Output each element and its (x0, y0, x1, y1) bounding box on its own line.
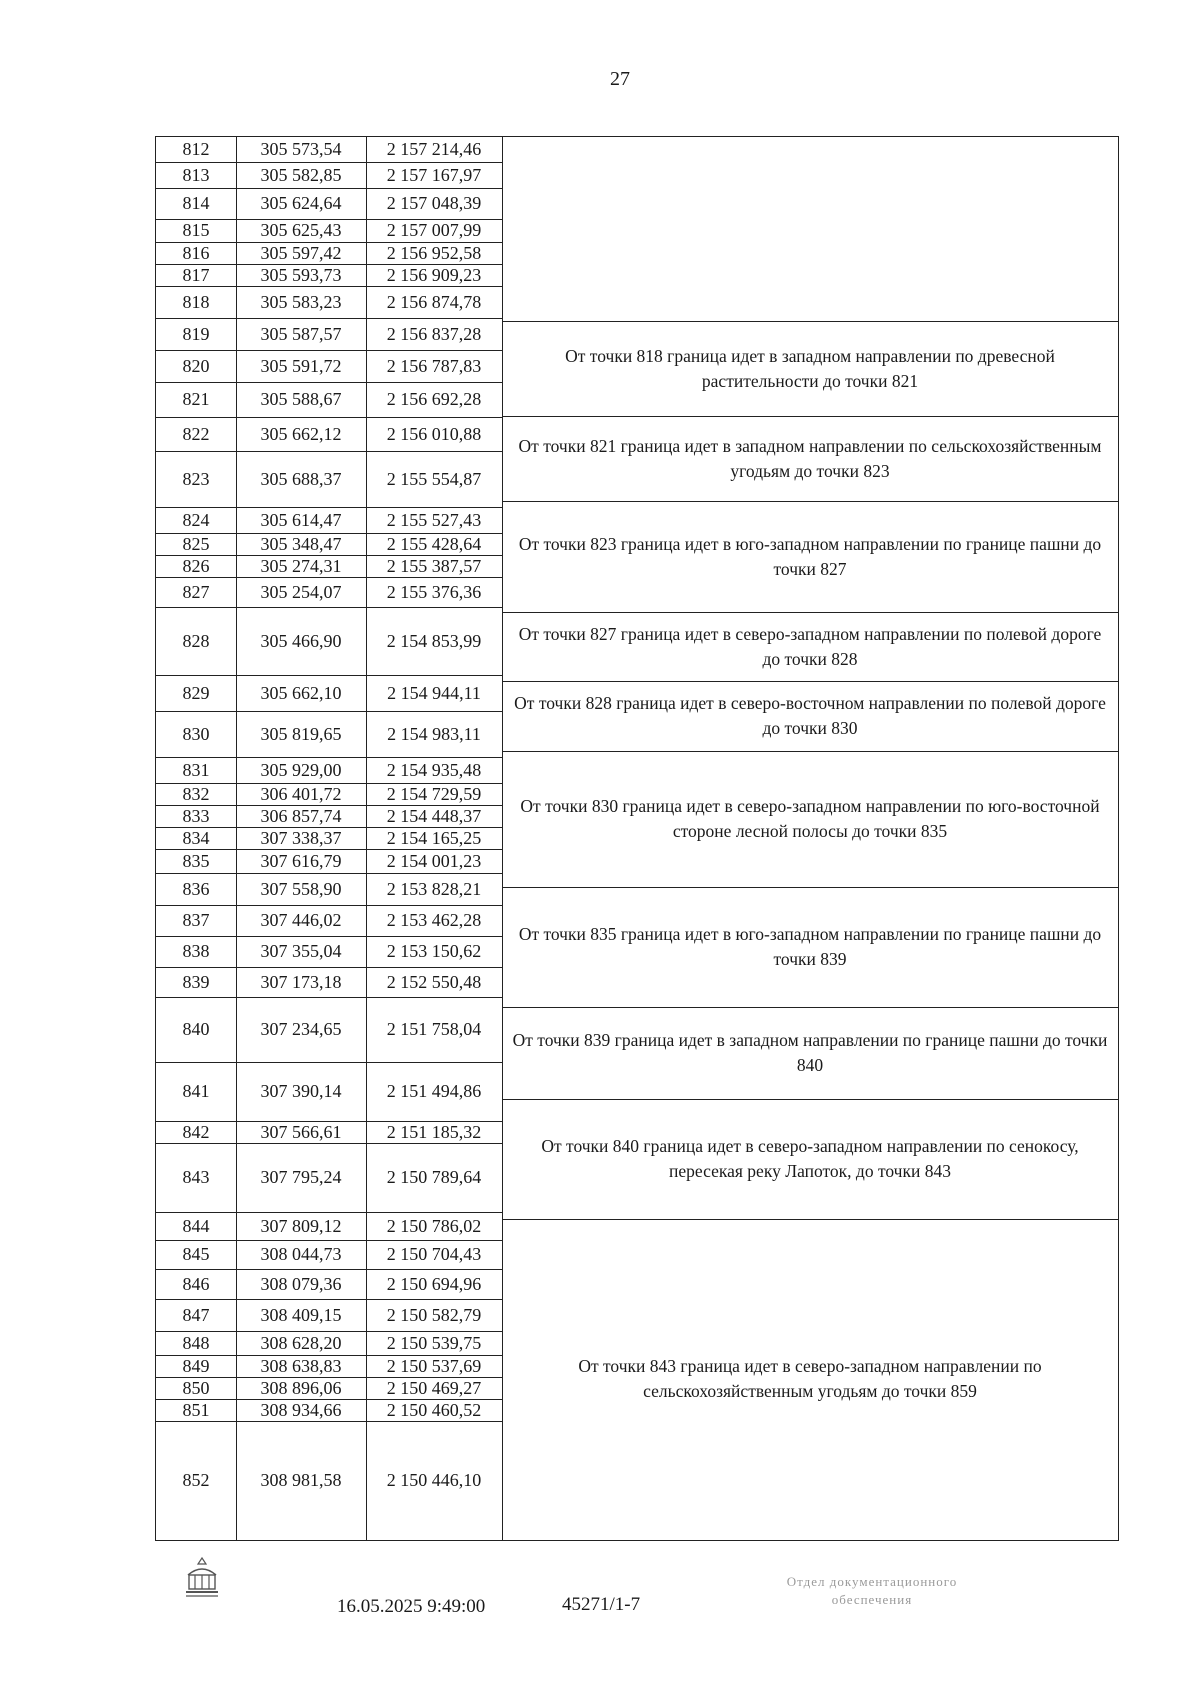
point-number-cell: 852 (182, 1469, 210, 1490)
y-coordinate-cell: 2 150 446,10 (386, 1469, 482, 1490)
y-coordinate-cell: 2 155 428,64 (386, 533, 482, 554)
point-number-cell: 843 (182, 1167, 210, 1187)
x-coordinate-cell: 308 896,06 (260, 1377, 342, 1398)
boundary-description: От точки 827 граница идет в северо-западном направлении по полевой дороге до точки 828 (518, 623, 1102, 669)
x-coordinate-cell: 305 614,47 (260, 509, 342, 530)
y-coordinate-cell: 2 154 853,99 (386, 630, 482, 651)
point-number-cell: 815 (182, 220, 210, 240)
point-number-cell: 835 (182, 850, 210, 871)
boundary-description: От точки 839 граница идет в западном направлении по границе пашни до точки 840 (512, 1030, 1108, 1075)
x-coordinate-cell: 308 934,66 (260, 1399, 342, 1420)
y-coordinate-cell: 2 156 787,83 (386, 355, 482, 376)
y-coordinate-cell: 2 150 469,27 (386, 1377, 482, 1398)
boundary-description: От точки 828 граница идет в северо-восточном направлении по полевой дороге до точки 830 (514, 693, 1106, 738)
x-coordinate-cell: 307 809,12 (260, 1215, 342, 1236)
stamp-line-2: обеспечения (831, 1592, 913, 1607)
x-coordinate-cell: 308 079,36 (260, 1273, 342, 1294)
y-coordinate-cell: 2 155 527,43 (386, 509, 482, 530)
coordinates-table (155, 136, 1119, 1541)
x-coordinate-cell: 307 566,61 (260, 1121, 342, 1142)
point-number-cell: 828 (182, 630, 210, 651)
x-coordinate-cell: 305 582,85 (260, 164, 342, 185)
boundary-description: От точки 840 граница идет в северо-западном направлении по сенокосу, пересекая реку Лапоток, до точки 843 (541, 1136, 1079, 1181)
point-number-cell: 823 (182, 468, 210, 489)
x-coordinate-cell: 307 234,65 (260, 1019, 342, 1039)
y-coordinate-cell: 2 150 704,43 (386, 1244, 482, 1264)
y-coordinate-cell: 2 155 376,36 (386, 581, 482, 602)
x-coordinate-cell: 305 593,73 (260, 264, 342, 285)
x-coordinate-cell: 305 573,54 (260, 139, 342, 159)
point-number-cell: 824 (182, 509, 210, 530)
boundary-description: От точки 843 граница идет в северо-западном направлении по сельскохозяйственным угодьям до точки 859 (578, 1356, 1042, 1401)
point-number-cell: 847 (182, 1304, 210, 1325)
emblem-logo-icon (182, 1555, 222, 1599)
y-coordinate-cell: 2 154 729,59 (386, 783, 482, 804)
x-coordinate-cell: 307 558,90 (260, 878, 342, 899)
x-coordinate-cell: 305 588,67 (260, 389, 342, 409)
x-coordinate-cell: 307 795,24 (260, 1167, 342, 1187)
y-coordinate-cell: 2 154 935,48 (386, 759, 482, 780)
y-coordinate-cell: 2 156 874,78 (386, 291, 482, 312)
y-coordinate-cell: 2 150 694,96 (386, 1273, 482, 1294)
point-number-cell: 819 (182, 323, 210, 344)
x-coordinate-cell: 307 355,04 (260, 941, 342, 961)
department-stamp (722, 1573, 1022, 1609)
y-coordinate-cell: 2 153 462,28 (386, 910, 482, 930)
x-coordinate-cell: 306 401,72 (260, 783, 342, 804)
y-coordinate-cell: 2 157 048,39 (386, 193, 482, 213)
x-coordinate-cell: 307 616,79 (260, 850, 342, 871)
point-number-cell: 826 (182, 555, 210, 576)
x-coordinate-cell: 308 409,15 (260, 1304, 342, 1325)
y-coordinate-cell: 2 157 007,99 (386, 220, 482, 240)
y-coordinate-cell: 2 154 944,11 (387, 682, 481, 703)
x-coordinate-cell: 308 044,73 (260, 1244, 342, 1264)
point-number-cell: 844 (182, 1215, 210, 1236)
y-coordinate-cell: 2 151 494,86 (386, 1081, 482, 1101)
y-coordinate-cell: 2 151 185,32 (386, 1121, 482, 1142)
point-number-cell: 840 (182, 1019, 210, 1039)
point-number-cell: 834 (182, 827, 210, 848)
x-coordinate-cell: 305 662,12 (260, 423, 342, 444)
y-coordinate-cell: 2 154 165,25 (386, 827, 482, 848)
boundary-description: От точки 823 граница идет в юго-западном направлении по границе пашни до точки 827 (518, 533, 1102, 579)
y-coordinate-cell: 2 154 983,11 (387, 723, 481, 744)
y-coordinate-cell: 2 156 952,58 (386, 242, 482, 263)
y-coordinate-cell: 2 156 909,23 (386, 264, 482, 285)
y-coordinate-cell: 2 156 010,88 (386, 423, 482, 444)
point-number-cell: 831 (182, 759, 210, 780)
x-coordinate-cell: 305 274,31 (260, 555, 342, 576)
point-number-cell: 849 (182, 1355, 210, 1376)
y-coordinate-cell: 2 151 758,04 (386, 1019, 482, 1039)
y-coordinate-cell: 2 150 460,52 (386, 1399, 482, 1420)
x-coordinate-cell: 305 591,72 (260, 355, 342, 376)
point-number-cell: 827 (182, 581, 210, 602)
x-coordinate-cell: 307 338,37 (260, 827, 342, 848)
point-number-cell: 829 (182, 682, 210, 703)
x-coordinate-cell: 305 625,43 (260, 220, 342, 240)
point-number-cell: 845 (182, 1244, 210, 1264)
x-coordinate-cell: 308 638,83 (260, 1355, 342, 1376)
point-number-cell: 822 (182, 423, 210, 444)
point-number-cell: 836 (182, 878, 210, 899)
x-coordinate-cell: 305 819,65 (260, 723, 342, 744)
y-coordinate-cell: 2 150 537,69 (386, 1355, 482, 1376)
point-number-cell: 813 (182, 164, 210, 185)
boundary-description: От точки 818 граница идет в западном направлении по древесной растительности до точки 821 (565, 345, 1055, 391)
x-coordinate-cell: 305 254,07 (260, 581, 342, 602)
point-number-cell: 842 (182, 1121, 210, 1142)
x-coordinate-cell: 308 628,20 (260, 1332, 342, 1353)
x-coordinate-cell: 307 173,18 (260, 971, 342, 992)
y-coordinate-cell: 2 157 214,46 (386, 139, 482, 159)
x-coordinate-cell: 305 597,42 (260, 242, 342, 263)
point-number-cell: 833 (182, 805, 210, 826)
footer-datetime: 16.05.2025 9:49:00 (337, 1596, 486, 1617)
boundary-description (502, 137, 1118, 321)
y-coordinate-cell: 2 154 448,37 (386, 805, 482, 826)
stamp-line-1: Отдел документационного (786, 1574, 958, 1589)
y-coordinate-cell: 2 157 167,97 (386, 164, 482, 185)
y-coordinate-cell: 2 152 550,48 (386, 971, 482, 992)
y-coordinate-cell: 2 155 387,57 (386, 555, 482, 576)
y-coordinate-cell: 2 150 582,79 (386, 1304, 482, 1325)
point-number-cell: 820 (182, 355, 210, 376)
x-coordinate-cell: 305 662,10 (260, 682, 342, 703)
x-coordinate-cell: 305 929,00 (260, 759, 342, 780)
point-number-cell: 817 (182, 264, 210, 285)
y-coordinate-cell: 2 150 786,02 (386, 1215, 482, 1236)
y-coordinate-cell: 2 154 001,23 (386, 850, 482, 871)
point-number-cell: 851 (182, 1399, 210, 1420)
y-coordinate-cell: 2 150 789,64 (386, 1167, 482, 1187)
point-number-cell: 841 (182, 1081, 210, 1101)
y-coordinate-cell: 2 156 837,28 (386, 323, 482, 344)
y-coordinate-cell: 2 153 150,62 (386, 941, 482, 961)
point-number-cell: 838 (182, 941, 210, 961)
point-number-cell: 837 (182, 910, 210, 930)
x-coordinate-cell: 305 688,37 (260, 468, 342, 489)
x-coordinate-cell: 307 446,02 (260, 910, 342, 930)
point-number-cell: 830 (182, 723, 210, 744)
footer-document-number: 45271/1-7 (562, 1594, 641, 1615)
point-number-cell: 839 (182, 971, 210, 992)
x-coordinate-cell: 306 857,74 (260, 805, 342, 826)
boundary-description: От точки 835 граница идет в юго-западном направлении по границе пашни до точки 839 (518, 924, 1102, 969)
y-coordinate-cell: 2 155 554,87 (386, 468, 482, 489)
y-coordinate-cell: 2 150 539,75 (386, 1332, 482, 1353)
point-number-cell: 825 (182, 533, 210, 554)
point-number-cell: 812 (182, 139, 210, 159)
point-number-cell: 816 (182, 242, 210, 263)
y-coordinate-cell: 2 156 692,28 (386, 389, 482, 409)
x-coordinate-cell: 305 587,57 (260, 323, 342, 344)
x-coordinate-cell: 305 466,90 (260, 630, 342, 651)
x-coordinate-cell: 307 390,14 (260, 1081, 342, 1101)
y-coordinate-cell: 2 153 828,21 (386, 878, 482, 899)
point-number-cell: 846 (182, 1273, 210, 1294)
point-number-cell: 832 (182, 783, 210, 804)
point-number-cell: 821 (182, 389, 210, 409)
point-number-cell: 814 (182, 193, 210, 213)
x-coordinate-cell: 305 583,23 (260, 291, 342, 312)
boundary-description: От точки 821 граница идет в западном направлении по сельскохозяйственным угодьям до точки 823 (518, 435, 1102, 481)
x-coordinate-cell: 308 981,58 (260, 1469, 342, 1490)
x-coordinate-cell: 305 348,47 (260, 533, 342, 554)
point-number-cell: 818 (182, 291, 210, 312)
point-number-cell: 848 (182, 1332, 210, 1353)
point-number-cell: 850 (182, 1377, 210, 1398)
page-number: 27 (610, 68, 630, 90)
x-coordinate-cell: 305 624,64 (260, 193, 342, 213)
boundary-description: От точки 830 граница идет в северо-западном направлении по юго-восточной стороне лесной полосы до точки 835 (520, 796, 1100, 841)
